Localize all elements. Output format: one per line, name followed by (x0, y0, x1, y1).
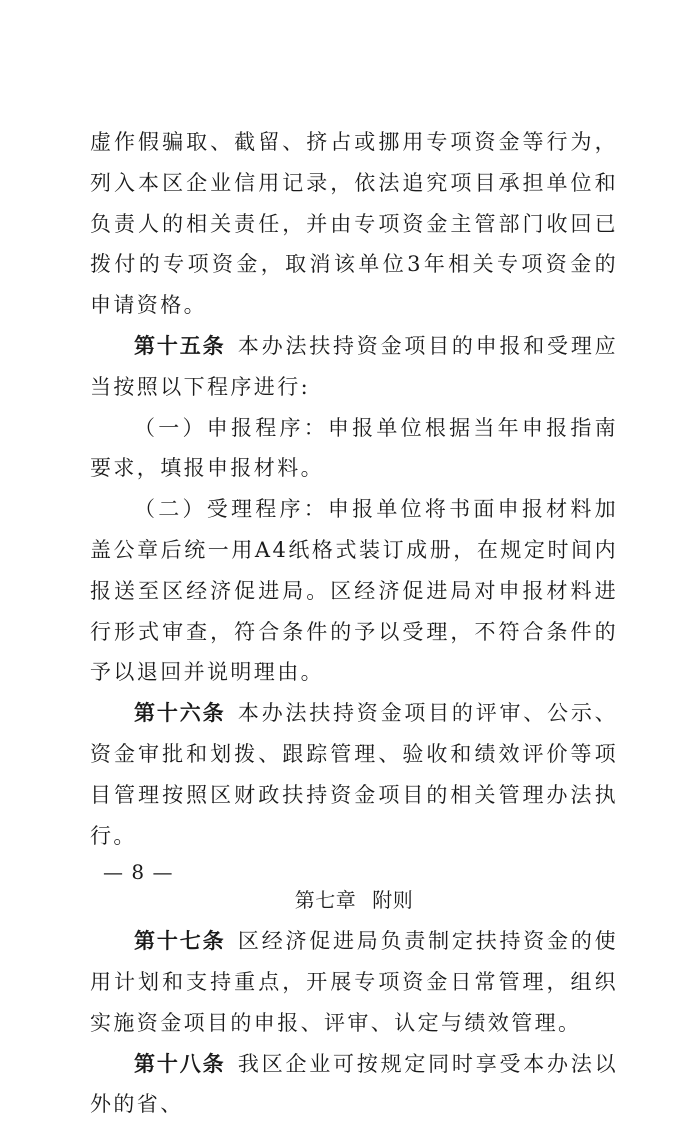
article-18-title: 第十八条 (134, 1051, 226, 1076)
article-15-item-1: （一）申报程序：申报单位根据当年申报指南要求，填报申报材料。 (90, 415, 618, 481)
chapter-number: 第七章 (294, 888, 357, 913)
paragraph-continuation: 虚作假骗取、截留、挤占或挪用专项资金等行为，列入本区企业信用记录，依法追究项目承担单位和负责人的相关责任，并由专项资金主管部门收回已拨付的专项资金，取消该单位3年相关专项资金的申请资格。 (90, 130, 618, 318)
article-15 (90, 326, 618, 408)
article-16 (90, 693, 618, 856)
article-15-item-2: （二）受理程序：申报单位将书面申报材料加盖公章后统一用A4纸格式装订成册，在规定时间内报送至区经济促进局。区经济促进局对申报材料进行形式审查，符合条件的予以受理，不符合条件的予以退回并说明理由。 (90, 497, 618, 685)
article-15-body: 本办法扶持资金项目的申报和受理应当按照以下程序进行: (90, 333, 619, 399)
article-17 (90, 921, 618, 1043)
article-16-title: 第十六条 (134, 701, 226, 726)
article-16-body: 本办法扶持资金项目的评审、公示、资金审批和划拨、跟踪管理、验收和绩效评价等项目管理按照区财政扶持资金项目的相关管理办法执行。 (90, 701, 619, 848)
article-18-body: 我区企业可按规定同时享受本办法以外的省、 (90, 1051, 619, 1117)
chapter-name: 附则 (372, 888, 414, 913)
article-18 (90, 1044, 618, 1125)
body-text (90, 122, 618, 1125)
article-15-title: 第十五条 (134, 333, 226, 358)
article-17-body: 区经济促进局负责制定扶持资金的使用计划和支持重点，开展专项资金日常管理，组织实施资金项目的申报、评审、认定与绩效管理。 (90, 929, 619, 1035)
page-number: — 8 — (103, 860, 174, 884)
article-17-title: 第十七条 (134, 929, 226, 954)
chapter-heading (90, 880, 618, 921)
